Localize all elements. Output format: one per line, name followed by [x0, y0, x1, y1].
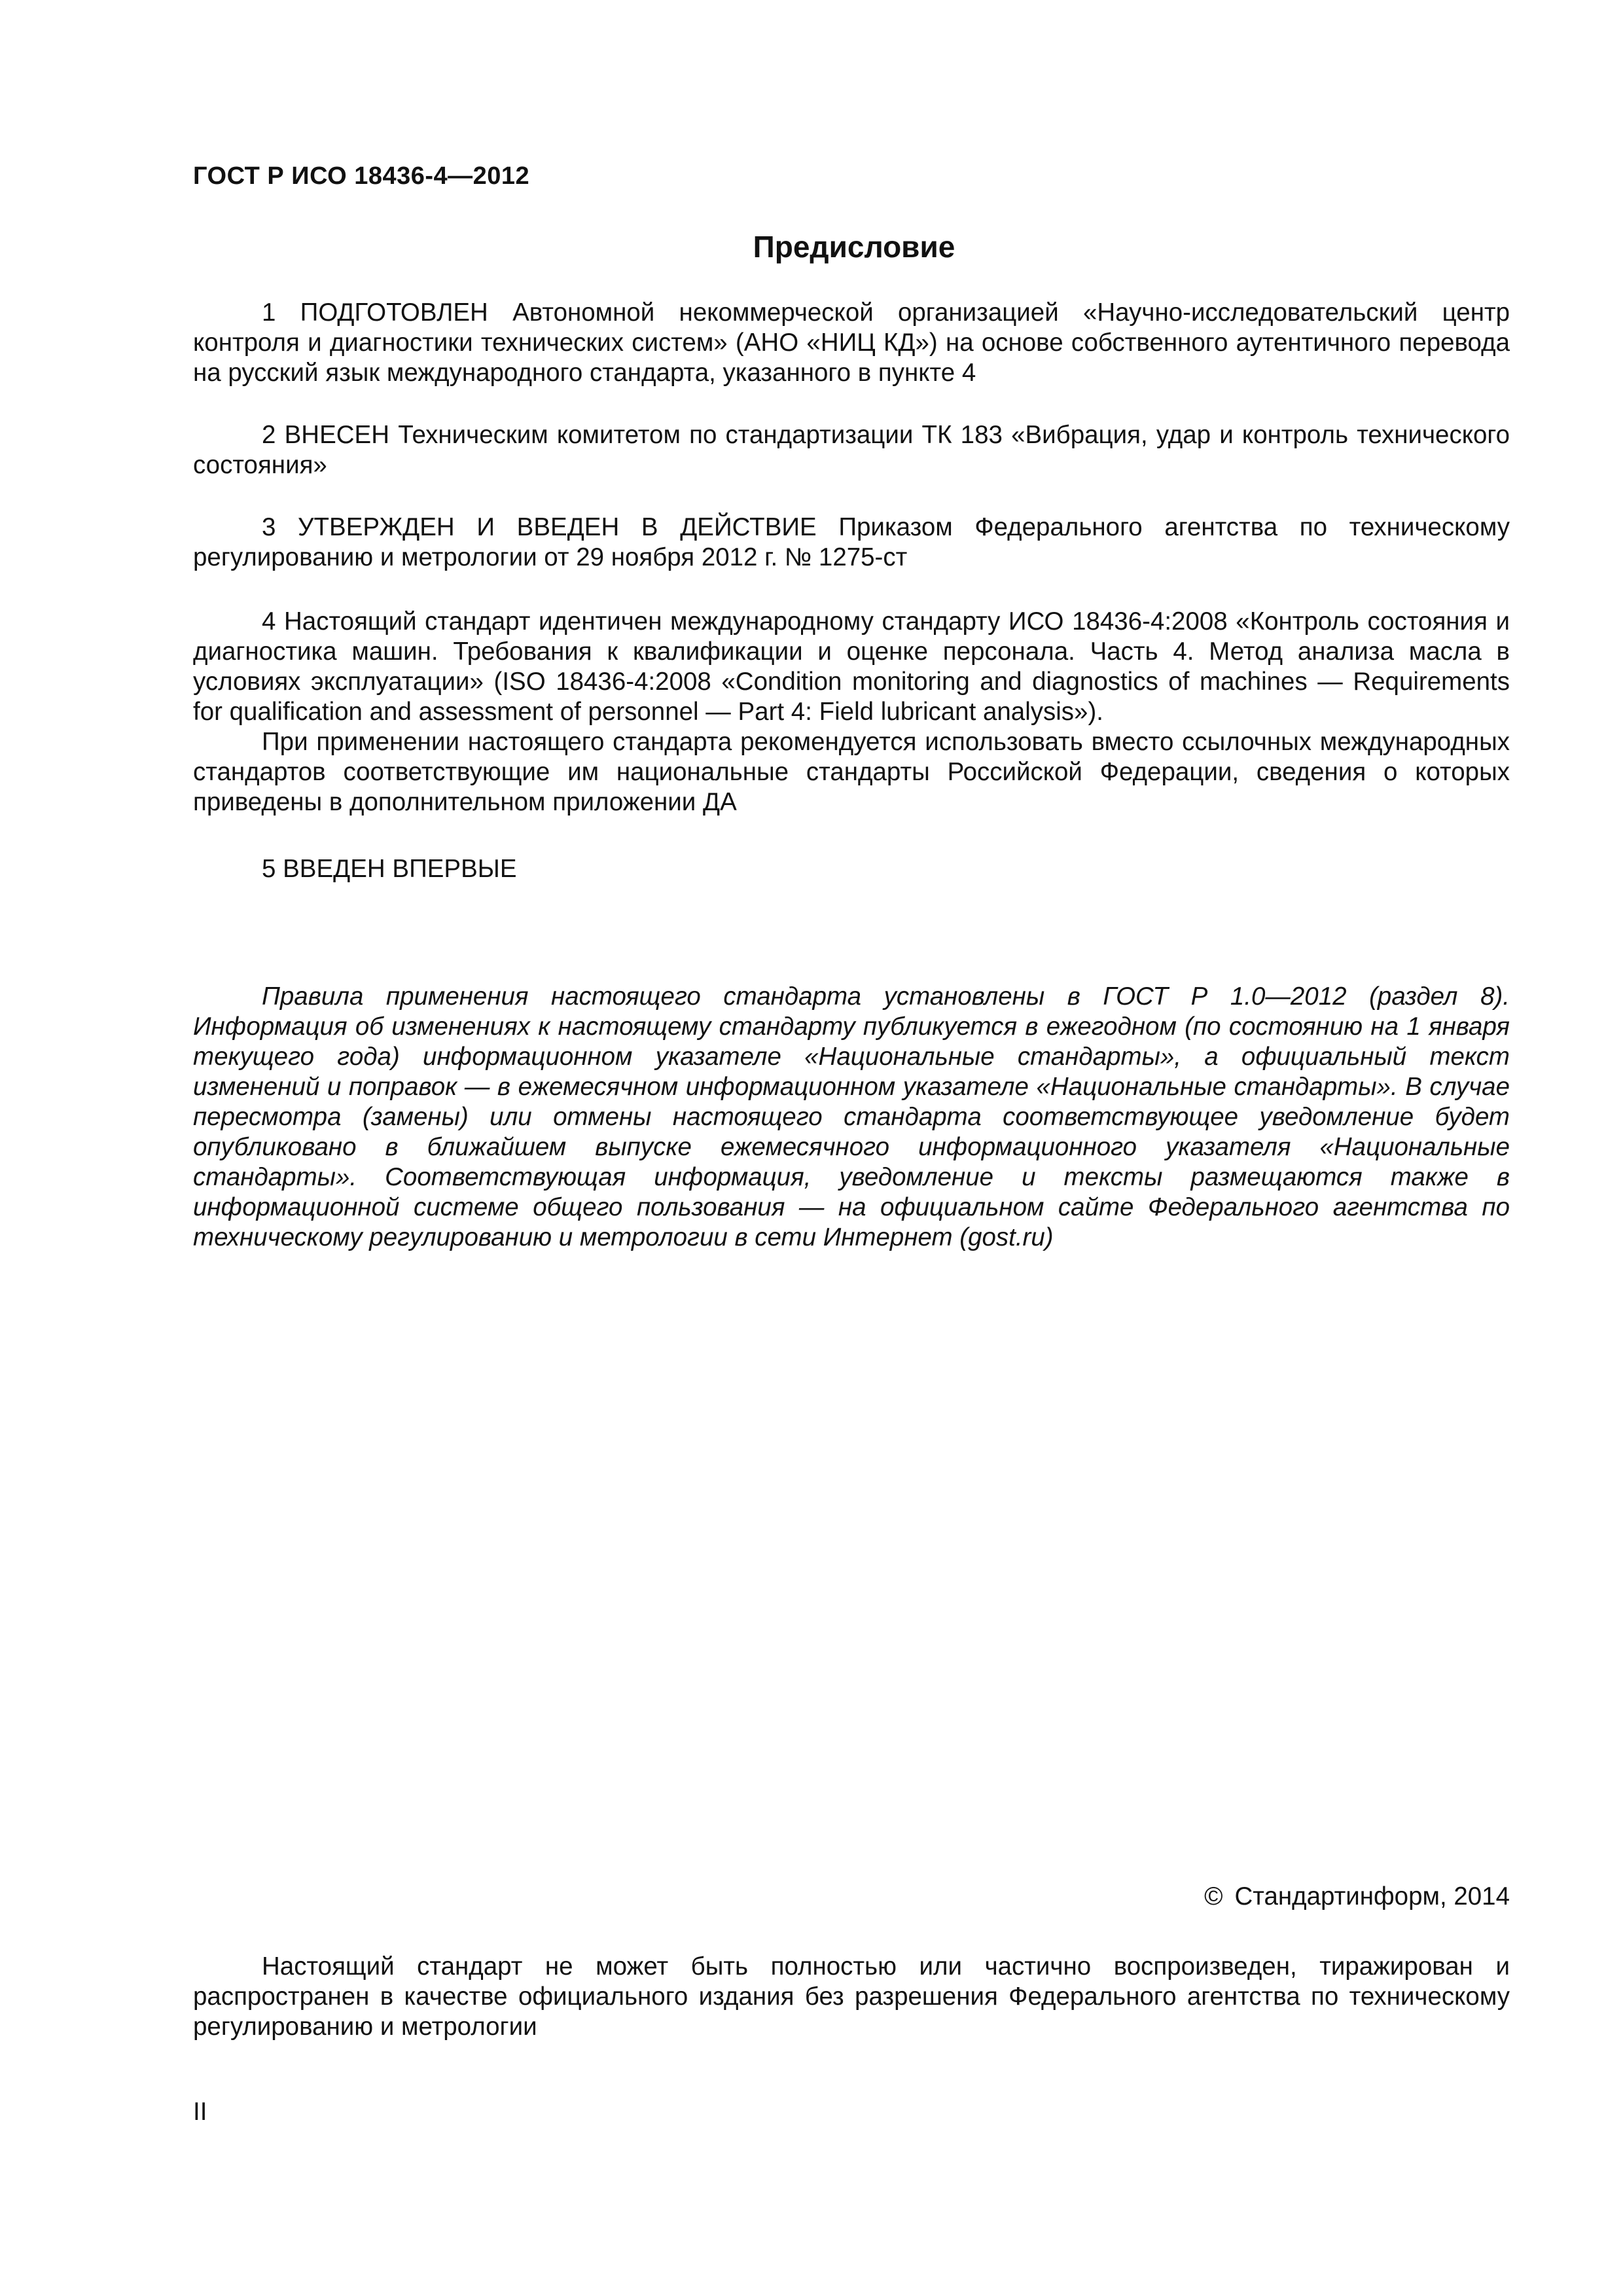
foreword-item-3	[193, 512, 1510, 573]
foreword-item-4	[193, 607, 1510, 817]
foreword-item-2-text: 2 ВНЕСЕН Техническим комитетом по стандартизации ТК 183 «Вибрация, удар и контроль технического состояния»	[193, 421, 1510, 479]
foreword-item-1	[193, 298, 1510, 388]
document-code: ГОСТ Р ИСО 18436-4—2012	[193, 162, 530, 190]
foreword-item-4-note: При применении настоящего стандарта рекомендуется использовать вместо ссылочных международных стандартов соответствующие им национальные стандарты Российской Федерации, сведения о которых приведены в дополнительном приложении ДА	[193, 728, 1510, 816]
foreword-item-1-text: 1 ПОДГОТОВЛЕН Автономной некоммерческой организацией «Научно-исследовательский центр контроля и диагностики технических систем» (АНО «НИЦ КД») на основе собственного аутентичного перевода на русский язык международного стандарта, указанного в пункте 4	[193, 298, 1510, 387]
page-title: Предисловие	[753, 230, 955, 264]
application-rules-notice: Правила применения настоящего стандарта установлены в ГОСТ Р 1.0—2012 (раздел 8). Информация об изменениях к настоящему стандарту публикуется в ежегодном (по состоянию на 1 января текущего года) информационном указателе «Национальные стандарты», а официальный текст изменений и поправок — в ежемесячном информационном указателе «Национальные стандарты». В случае пересмотра (замены) или отмены настоящего стандарта соответствующее уведомление будет опубликовано в ближайшем выпуске ежемесячного информационного указателя «Национальные стандарты». Соответствующая информация, уведомление и тексты размещаются также в информационной системе общего пользования — на официальном сайте Федерального агентства по техническому регулированию и метрологии в сети Интернет (gost.ru)	[193, 982, 1510, 1251]
foreword-item-3-text: 3 УТВЕРЖДЕН И ВВЕДЕН В ДЕЙСТВИЕ Приказом Федерального агентства по техническому регулированию и метрологии от 29 ноября 2012 г. № 1275-ст	[193, 513, 1510, 571]
foreword-item-4-text: 4 Настоящий стандарт идентичен международному стандарту ИСО 18436-4:2008 «Контроль состояния и диагностика машин. Требования к квалификации и оценке персонала. Часть 4. Метод анализа масла в условиях эксплуатации» (ISO 18436-4:2008 «Condition monitoring and diagnostics of machines — Requirements for qualification and assessment of personnel — Part 4: Field lubricant analysis»).	[193, 607, 1510, 726]
reproduction-notice: Настоящий стандарт не может быть полностью или частично воспроизведен, тиражирован и распространен в качестве официального издания без разрешения Федерального агентства по техническому регулированию и метрологии	[193, 1952, 1510, 2041]
copyright-icon: ©	[1204, 1882, 1223, 1910]
foreword-item-5-text: 5 ВВЕДЕН ВПЕРВЫЕ	[262, 855, 517, 883]
copyright-text: Стандартинформ, 2014	[1234, 1882, 1510, 1910]
page-number: II	[193, 2098, 207, 2126]
copyright-line	[1204, 1882, 1510, 1911]
foreword-item-2	[193, 420, 1510, 480]
foreword-item-5	[193, 854, 1510, 884]
